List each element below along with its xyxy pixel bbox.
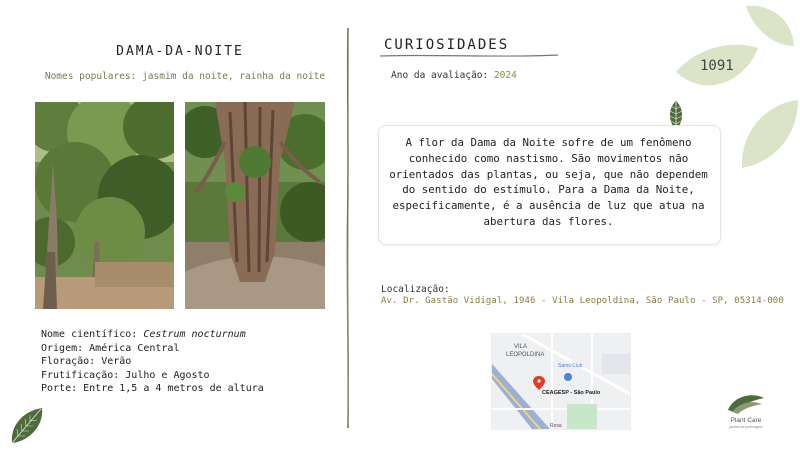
plant-info	[41, 328, 264, 396]
vertical-divider	[345, 28, 351, 428]
evaluation-year: Ano da avaliação: 2024	[391, 70, 517, 81]
map-label-ceagesp: CEAGESP - São Paulo	[542, 390, 601, 396]
scientific-name: Nome científico: Cestrum nocturnum	[41, 329, 246, 340]
record-number: 1091	[700, 58, 734, 74]
map-pin-sams	[564, 373, 572, 381]
map-label-leopoldina: LEOPOLDINA	[506, 352, 545, 358]
map-label-vila: VILA	[514, 344, 528, 350]
map-label-sams: Sams Club	[558, 363, 583, 369]
location-map[interactable]	[491, 333, 631, 430]
leaf-icon	[8, 405, 46, 445]
logo-tagline: jardins de jardinagem	[729, 425, 763, 429]
location-address: Av. Dr. Gastão Vidigal, 1946 - Vila Leopoldina, São Paulo - SP, 05314-000	[381, 296, 784, 306]
popular-names: Nomes populares: jasmim da noite, rainha da noite	[44, 71, 326, 82]
location-label: Localização:	[381, 284, 450, 295]
curiosity-text: A flor da Dama da Noite sofre de um fenômeno conhecido como nastismo. São movimentos não orientados das plantas, ou seja, que não dependem do sentido do estímulo. Para a Dama da Noite, especificamente, é a ausência de luz que atua na abertura das flores.	[389, 136, 708, 228]
plant-care-logo-icon	[726, 392, 766, 414]
title-underline	[380, 52, 560, 60]
page-title: DAMA-DA-NOITE	[116, 44, 244, 59]
section-title: CURIOSIDADES	[384, 37, 510, 53]
logo-name: Plant Care	[730, 417, 762, 424]
plant-size: Porte: Entre 1,5 a 4 metros de altura	[41, 383, 264, 394]
plant-photo-tree	[35, 102, 174, 309]
map-label-rosa: Rosa	[550, 423, 562, 429]
plant-photo-trunk	[185, 102, 325, 309]
fruiting: Frutificação: Julho e Agosto	[41, 369, 210, 381]
origin: Origem: América Central	[41, 342, 180, 354]
flowering: Floração: Verão	[41, 356, 132, 367]
